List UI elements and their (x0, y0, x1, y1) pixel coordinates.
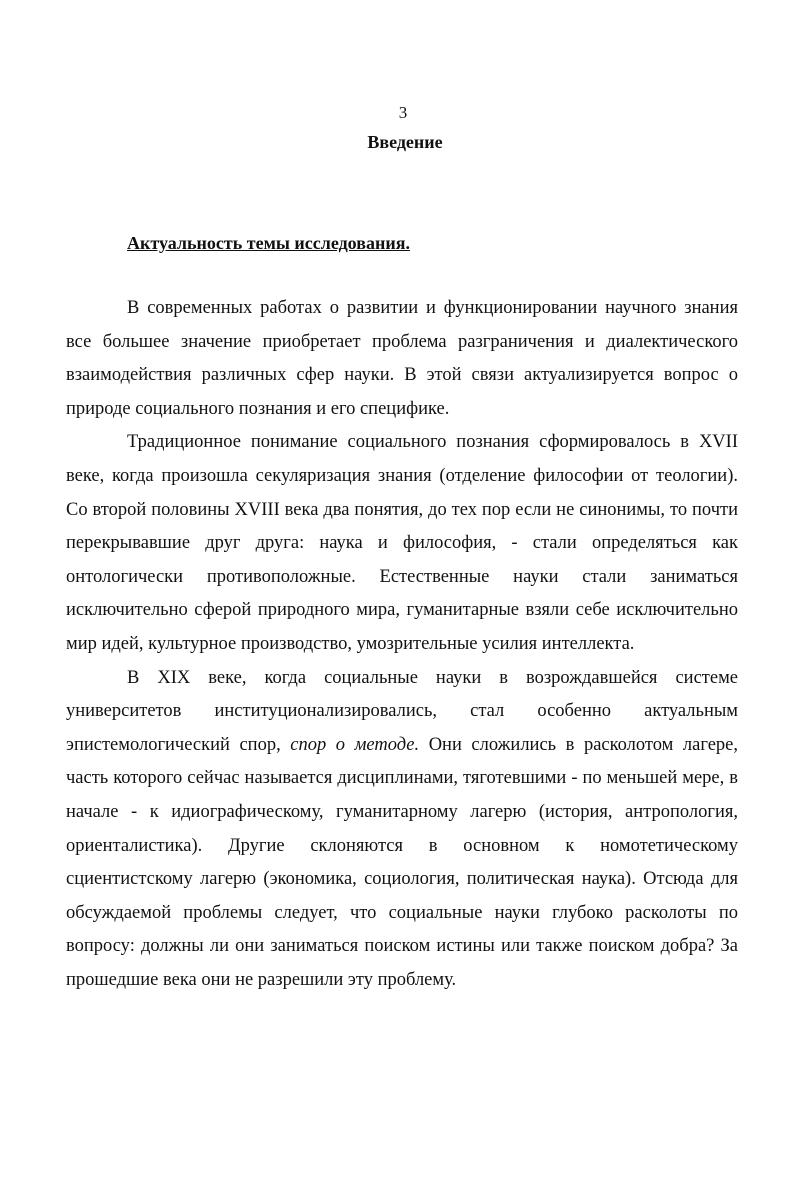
body-text (66, 292, 738, 997)
page-number: 3 (398, 103, 408, 122)
paragraph-nineteenth-century (66, 662, 738, 998)
paragraph-traditional-understanding: Традиционное понимание социального познания сформировалось в XVII веке, когда произошла секуляризация знания (отделение философии от теологии). Со второй половины XVIII века два понятия, до тех пор если не синонимы, то почти перекрывавшие друг друга: наука и философия, - стали определяться как онтологически противоположные. Естественные науки стали заниматься исключительно сферой природного мира, гуманитарные взяли себе исключительно мир идей, культурное производство, умозрительные усилия интеллекта. (66, 432, 738, 654)
emphasized-phrase: спор о методе. (290, 734, 420, 755)
section-heading: Актуальность темы исследования. (127, 233, 410, 253)
paragraph-text-start: В XIX веке, когда социальные науки в возрождавшейся системе университетов институционализировались, стал особенно актуальным эпистемологический спор, (66, 667, 738, 755)
paragraph-text-end: Они сложились в расколотом лагере, часть которого сейчас называется дисциплинами, тяготевшими - по меньшей мере, в начале - к идиографическому, гуманитарному лагерю (история, антропология, ориенталистика). Другие склоняются в основном к номотетическому сциентистскому лагерю (экономика, социология, политическая наука). Отсюда для обсуждаемой проблемы следует, что социальные науки глубоко расколоты по вопросу: должны ли они заниматься поиском истины или также поиском добра? За прошедшие века они не разрешили эту проблему. (66, 734, 738, 990)
page-title: Введение (367, 132, 443, 152)
paragraph-relevance: В современных работах о развитии и функционировании научного знания все большее значение приобретает проблема разграничения и диалектического взаимодействия различных сфер науки. В этой связи актуализируется вопрос о природе социального познания и его специфике. (66, 298, 738, 419)
